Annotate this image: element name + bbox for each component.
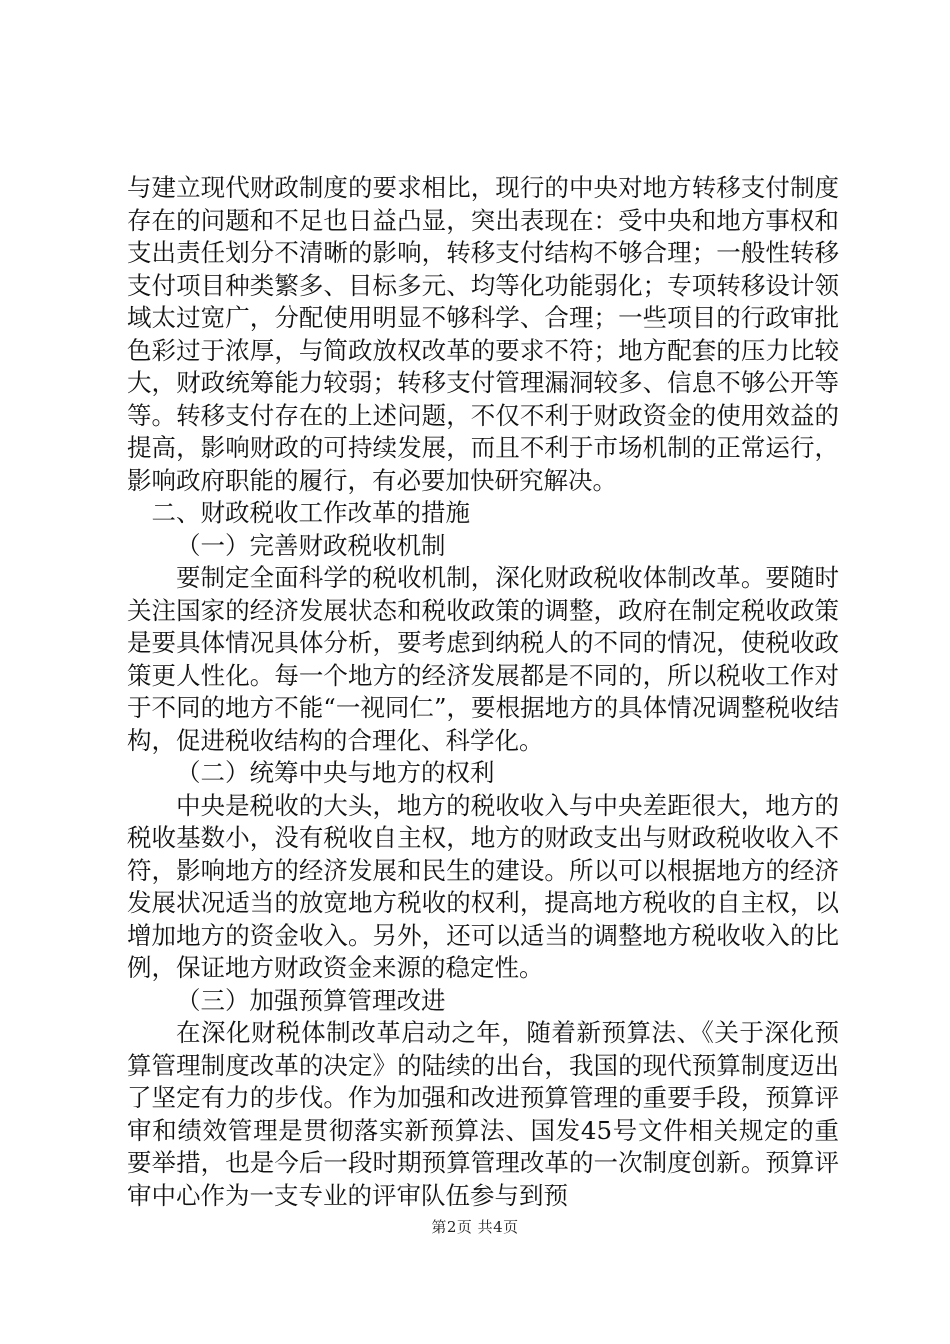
page-footer: 第2页 共4页 [431, 1218, 519, 1236]
document-body [127, 172, 839, 1212]
subsection-heading: （二）统筹中央与地方的权利 [176, 758, 495, 787]
section-heading: 二、财政税收工作改革的措施 [151, 498, 470, 527]
body-paragraph: 中央是税收的大头，地方的税收收入与中央差距很大，地方的税收基数小，没有税收自主权，地方的财政支出与财政税收收入不符，影响地方的经济发展和民生的建设。所以可以根据地方的经济发展状况适当的放宽地方税收的权利，提高地方税收的自主权，以增加地方的资金收入。另外，还可以适当的调整地方税收收入的比例，保证地方财政资金来源的稳定性。 [127, 790, 839, 982]
subsection-heading: （一）完善财政税收机制 [176, 530, 446, 560]
body-paragraph: 要制定全面科学的税收机制，深化财政税收体制改革。要随时关注国家的经济发展状态和税收政策的调整，政府在制定税收政策是要具体情况具体分析，要考虑到纳税人的不同的情况，使税收政策更人性化。每一个地方的经济发展都是不同的，所以税收工作对于不同的地方不能“一视同仁”，要根据地方的具体情况调整税收结构，促进税收结构的合理化、科学化。 [127, 563, 839, 755]
body-paragraph: 在深化财税体制改革启动之年，随着新预算法、《关于深化预算管理制度改革的决定》的陆续的出台，我国的现代预算制度迈出了坚定有力的步伐。作为加强和改进预算管理的重要手段，预算评审和绩效管理是贯彻落实新预算法、国发45号文件相关规定的重要举措，也是今后一段时期预算管理改革的一次制度创新。预算评审中心作为一支专业的评审队伍参与到预 [127, 1018, 839, 1210]
body-paragraph: 与建立现代财政制度的要求相比，现行的中央对地方转移支付制度存在的问题和不足也日益凸显，突出表现在：受中央和地方事权和支出责任划分不清晰的影响，转移支付结构不够合理；一般性转移支付项目种类繁多、目标多元、均等化功能弱化；专项转移设计领域太过宽广，分配使用明显不够科学、合理；一些项目的行政审批色彩过于浓厚，与简政放权改革的要求不符；地方配套的压力比较大，财政统筹能力较弱；转移支付管理漏洞较多、信息不够公开等等。转移支付存在的上述问题，不仅不利于财政资金的使用效益的提高，影响财政的可持续发展，而且不利于市场机制的正常运行，影响政府职能的履行，有必要加快研究解决。 [127, 173, 839, 495]
subsection-heading: （三）加强预算管理改进 [176, 985, 446, 1015]
